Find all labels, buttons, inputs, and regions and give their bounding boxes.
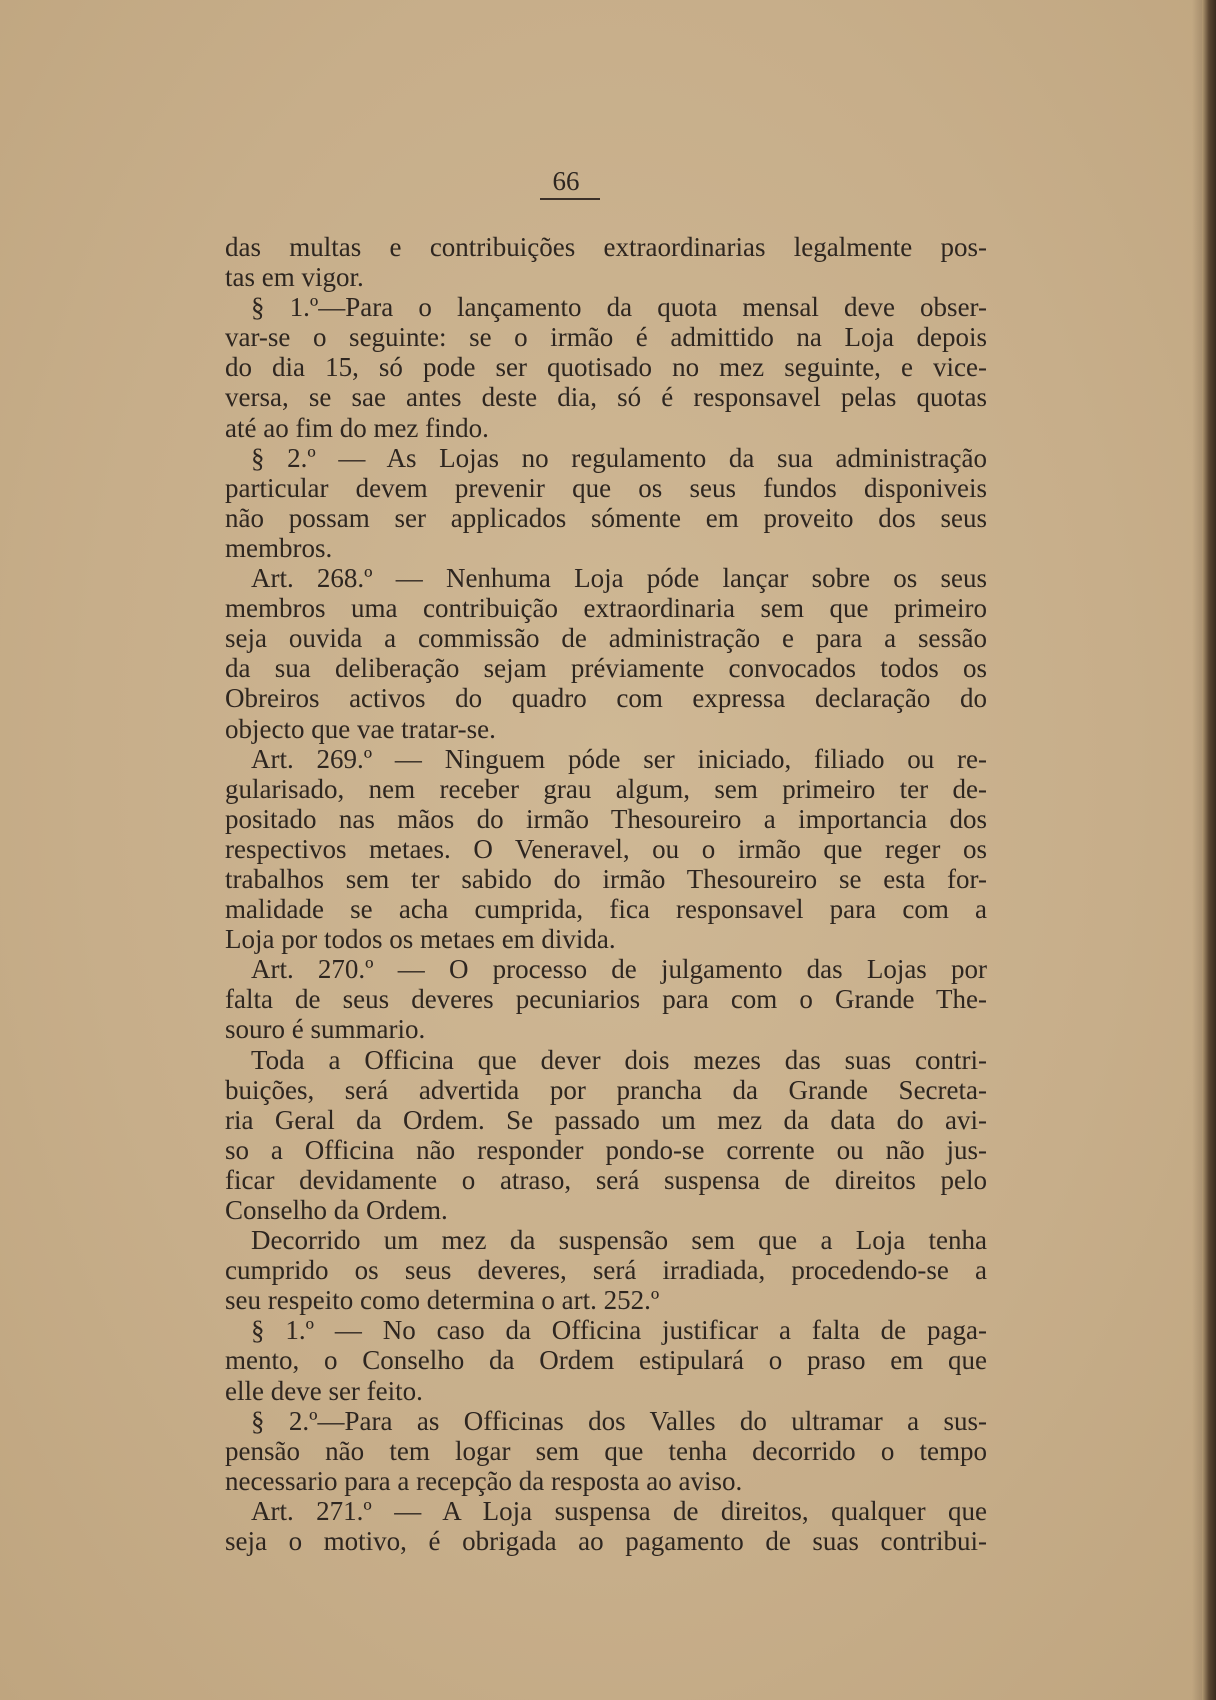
page-number-rule <box>540 198 600 200</box>
text-line: Conselho da Ordem. <box>225 1195 448 1225</box>
text-line: souro é summario. <box>225 1014 426 1045</box>
text-line: não possam ser applicados sómente em proveito dos seus <box>225 502 987 533</box>
text-line: mento, o Conselho da Ordem estipulará o praso em que <box>225 1345 987 1376</box>
text-line: respectivos metaes. O Veneravel, ou o irmão que reger os <box>225 833 987 864</box>
text-line: § 2.º — As Lojas no regulamento da sua administração <box>251 442 987 473</box>
text-line: ria Geral da Ordem. Se passado um mez da data do avi- <box>225 1104 987 1135</box>
text-line: var-se o seguinte: se o irmão é admittido na Loja depois <box>225 322 987 353</box>
text-line: ficar devidamente o atraso, será suspensa de direitos pelo <box>225 1164 987 1195</box>
page-number: 66 <box>552 166 580 196</box>
text-line: do dia 15, só pode ser quotisado no mez seguinte, e vice- <box>225 352 987 383</box>
text-line: Art. 271.º — A Loja suspensa de direitos, qualquer que <box>251 1495 987 1526</box>
text-line: positado nas mãos do irmão Thesoureiro a importancia dos <box>225 803 987 834</box>
text-line: necessario para a recepção da resposta ao aviso. <box>225 1465 743 1496</box>
text-line: seu respeito como determina o art. 252.º <box>225 1285 660 1316</box>
text-line: malidade se acha cumprida, fica responsavel para com a <box>225 894 987 925</box>
text-line: § 1.º — No caso da Officina justificar a falta de paga- <box>251 1315 987 1346</box>
text-line: tas em vigor. <box>225 262 364 293</box>
text-line: membros. <box>225 532 333 563</box>
text-line: objecto que vae tratar-se. <box>225 713 496 744</box>
text-line: seja ouvida a commissão de administração e para a sessão <box>225 623 987 654</box>
text-line: Toda a Officina que dever dois mezes das suas contri- <box>251 1044 987 1075</box>
text-line: seja o motivo, é obrigada ao pagamento de suas contribui- <box>225 1526 987 1557</box>
text-line: versa, se sae antes deste dia, só é responsavel pelas quotas <box>225 382 987 413</box>
text-line: Art. 268.º — Nenhuma Loja póde lançar sobre os seus <box>251 563 987 594</box>
text-line: cumprido os seus deveres, será irradiada, procedendo-se a <box>225 1255 987 1286</box>
text-line: Decorrido um mez da suspensão sem que a Loja tenha <box>251 1225 987 1256</box>
text-line: até ao fim do mez findo. <box>225 412 489 443</box>
text-line: buições, será advertida por prancha da Grande Secreta- <box>225 1074 987 1105</box>
book-binding <box>1202 0 1216 1700</box>
text-line: das multas e contribuições extraordinarias legalmente pos- <box>225 232 987 262</box>
text-line: membros uma contribuição extraordinaria sem que primeiro <box>225 593 987 624</box>
text-line: Art. 269.º — Ninguem póde ser iniciado, filiado ou re- <box>251 743 987 774</box>
text-line: pensão não tem logar sem que tenha decorrido o tempo <box>225 1435 987 1466</box>
text-line: Loja por todos os metaes em divida. <box>225 924 616 955</box>
text-line: particular devem prevenir que os seus fundos disponiveis <box>225 472 987 503</box>
page-edge-shadow <box>1192 0 1202 1700</box>
text-line: § 2.º—Para as Officinas dos Valles do ultramar a sus- <box>251 1405 987 1436</box>
text-line: elle deve ser feito. <box>225 1375 423 1406</box>
text-line: da sua deliberação sejam préviamente convocados todos os <box>225 653 987 684</box>
text-line: Obreiros activos do quadro com expressa declaração do <box>225 683 987 714</box>
text-line: falta de seus deveres pecuniarios para com o Grande The- <box>225 984 987 1015</box>
text-line: § 1.º—Para o lançamento da quota mensal deve obser- <box>251 292 987 323</box>
body-text <box>225 232 987 1556</box>
text-line: gularisado, nem receber grau algum, sem primeiro ter de- <box>225 773 987 804</box>
text-line: Art. 270.º — O processo de julgamento das Lojas por <box>251 954 987 985</box>
text-line: so a Officina não responder pondo-se corrente ou não jus- <box>225 1134 987 1165</box>
text-line: trabalhos sem ter sabido do irmão Thesoureiro se esta for- <box>225 863 987 894</box>
